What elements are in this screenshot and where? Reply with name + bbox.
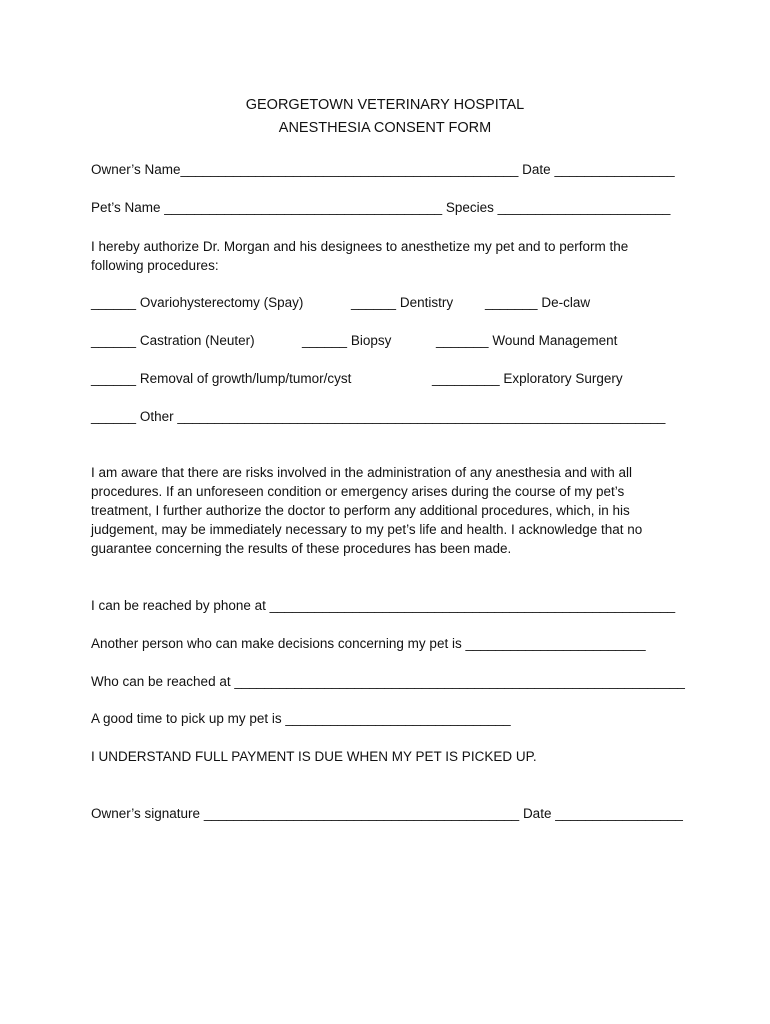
procedure-exploratory-surgery — [432, 370, 623, 388]
signature-date-field[interactable]: _________________ — [555, 806, 683, 821]
procedure-label: Castration (Neuter) — [139, 333, 255, 348]
signature-field[interactable]: __________________________________________ — [203, 806, 520, 821]
procedure-checkbox[interactable]: ______ — [91, 333, 137, 348]
reached-at-row — [91, 673, 685, 691]
reached-at-label: Who can be reached at — [91, 674, 231, 689]
procedure-checkbox[interactable]: _______ — [485, 295, 538, 310]
hospital-name: GEORGETOWN VETERINARY HOSPITAL — [245, 97, 525, 113]
pet-name-row — [91, 199, 670, 217]
authorization-text: I hereby authorize Dr. Morgan and his designees to anesthetize my pet and to perform the following procedures: — [91, 239, 629, 273]
procedure-label: Dentistry — [399, 295, 454, 310]
procedure-dentistry — [351, 294, 453, 312]
species-field[interactable]: _______________________ — [497, 200, 671, 215]
owner-name-field[interactable]: _____________________________________________ — [180, 162, 519, 177]
date-field[interactable]: ________________ — [554, 162, 675, 177]
phone-label: I can be reached by phone at — [91, 598, 266, 613]
procedure-declaw — [485, 294, 590, 312]
pickup-row — [91, 710, 511, 728]
pet-name-label: Pet’s Name — [91, 200, 161, 215]
payment-notice: I UNDERSTAND FULL PAYMENT IS DUE WHEN MY PET IS PICKED UP. — [91, 749, 537, 764]
procedure-checkbox[interactable]: ______ — [91, 295, 137, 310]
decision-person-field[interactable]: ________________________ — [465, 636, 646, 651]
procedure-removal-growth — [91, 370, 351, 388]
procedure-neuter — [91, 332, 255, 350]
procedure-checkbox[interactable]: _______ — [436, 333, 489, 348]
procedure-checkbox[interactable]: ______ — [302, 333, 348, 348]
procedure-checkbox[interactable]: ______ — [351, 295, 397, 310]
procedure-label: Removal of growth/lump/tumor/cyst — [139, 371, 352, 386]
procedure-label: Wound Management — [492, 333, 618, 348]
procedure-checkbox[interactable]: _________ — [432, 371, 500, 386]
form-title: ANESTHESIA CONSENT FORM — [278, 120, 492, 136]
decision-person-label: Another person who can make decisions concerning my pet is — [91, 636, 462, 651]
owner-name-row — [91, 161, 675, 179]
signature-date-label: Date — [522, 806, 552, 821]
owner-name-label: Owner’s Name — [91, 162, 181, 177]
procedure-checkbox[interactable]: ______ — [91, 409, 137, 424]
signature-label: Owner’s signature — [91, 806, 201, 821]
species-label: Species — [445, 200, 494, 215]
procedure-checkbox[interactable]: ______ — [91, 371, 137, 386]
phone-row — [91, 597, 675, 615]
pet-name-field[interactable]: _____________________________________ — [164, 200, 443, 215]
procedure-other — [91, 408, 665, 426]
procedure-spay — [91, 294, 303, 312]
signature-row — [91, 805, 683, 823]
pickup-field[interactable]: ______________________________ — [285, 711, 511, 726]
decision-person-row — [91, 635, 646, 653]
procedure-wound-management — [436, 332, 617, 350]
procedure-label: Biopsy — [350, 333, 392, 348]
procedure-biopsy — [302, 332, 391, 350]
phone-field[interactable]: ______________________________________________________ — [269, 598, 676, 613]
procedure-label: Other — [139, 409, 174, 424]
procedure-label: Exploratory Surgery — [503, 371, 623, 386]
other-procedure-field[interactable]: _________________________________________________________________ — [177, 409, 666, 424]
date-label: Date — [522, 162, 551, 177]
procedure-label: De-claw — [541, 295, 591, 310]
procedure-label: Ovariohysterectomy (Spay) — [139, 295, 304, 310]
reached-at-field[interactable]: ____________________________________________________________ — [234, 674, 685, 689]
risk-paragraph: I am aware that there are risks involved in the administration of any anesthesia and with all procedures. If an unforeseen condition or emergency arises during the course of my pet’s treatment, I further authorize the doctor to perform any additional procedures, which, in his judgement, may be immediately necessary to my pet’s life and health. I acknowledge that no guarantee concerning the results of these procedures has been made. — [91, 465, 643, 556]
pickup-label: A good time to pick up my pet is — [91, 711, 282, 726]
